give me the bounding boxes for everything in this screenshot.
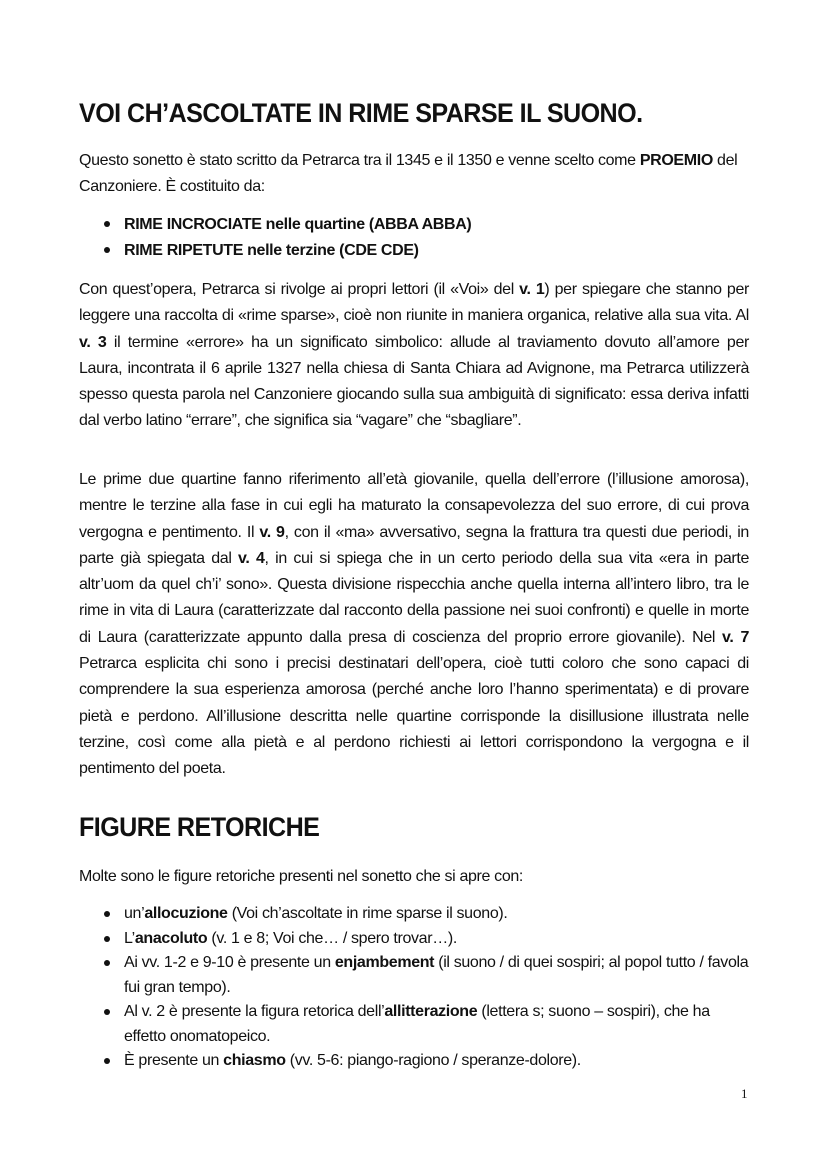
verse-ref: v. 1 xyxy=(519,281,545,298)
bullet-icon xyxy=(104,960,110,966)
text: il termine «errore» ha un significato simbolico: allude al traviamento dovuto all’amore per Laura, incontrata il 6 aprile 1327 nella chiesa di Santa Chiara ad Avignone, ma Petrarca utilizzerà spesso questa parola nel Canzoniere giocando sulla sua ambiguità di significato: essa deriva infatti dal verbo latino “errare”, che significa sia “vagare” che “sbagliare”. xyxy=(79,333,749,430)
proemio-bold: PROEMIO xyxy=(639,152,713,169)
text: un’ xyxy=(124,905,145,922)
bullet-icon xyxy=(104,1009,110,1015)
list-item-text: RIME INCROCIATE nelle quartine (ABBA ABBA) xyxy=(124,216,472,233)
page-number: 1 xyxy=(741,1086,748,1101)
figures-list xyxy=(79,902,749,1074)
list-item xyxy=(79,951,749,1000)
bullet-icon xyxy=(104,936,110,942)
list-item xyxy=(79,238,749,264)
text: Petrarca esplicita chi sono i precisi destinatari dell’opera, cioè tutti coloro che sono capaci di comprendere la sua esperienza amorosa (perché anche loro l’hanno sperimentata) e di provare pietà e perdono. All’illusione descritta nelle quartine corrisponde la disillusione illustrata nelle terzine, così come alla pietà e al perdono richiesti ai lettori corrispondono la vergogna e il pentimento del poeta. xyxy=(79,655,749,778)
bullet-icon xyxy=(104,911,110,917)
rhyme-scheme-list xyxy=(79,212,749,264)
intro-text-after: del Canzoniere. È costituito da: xyxy=(79,152,738,196)
intro-text: Questo sonetto è stato scritto da Petrarca tra il 1345 e il 1350 e venne scelto come xyxy=(79,152,640,169)
paragraph-2 xyxy=(79,467,749,783)
text: (vv. 5-6: piango-ragiono / speranze-dolore). xyxy=(285,1052,581,1069)
figure-term: allitterazione xyxy=(384,1003,478,1020)
figure-term: chiasmo xyxy=(223,1052,286,1069)
text: , in cui si spiega che in un certo periodo della sua vita «era in parte altr’uom da quel ch’i’ sono». Questa divisione rispecchia anche quella interna all’intero libro, tra le rime in vita di Laura (caratterizzate dal racconto della passione nei suoi confronti) e quelle in morte di Laura (caratterizzate appunto dalla presa di coscienza del proprio errore giovanile). Nel xyxy=(79,549,749,646)
text: L’ xyxy=(124,929,135,947)
verse-ref: v. 4 xyxy=(238,549,265,567)
list-item xyxy=(79,212,749,238)
section-intro: Molte sono le figure retoriche presenti nel sonetto che si apre con: xyxy=(79,868,524,885)
bullet-icon xyxy=(104,247,110,253)
verse-ref: v. 7 xyxy=(722,628,749,646)
text: (il suono / di quei sospiri; al popol tutto / favola fui gran tempo). xyxy=(124,954,749,996)
text: È presente un xyxy=(124,1052,224,1069)
verse-ref: v. 3 xyxy=(79,333,107,351)
text: Le prime due quartine fanno riferimento all’età giovanile, quella dell’errore (l’illusione amorosa), mentre le terzine alla fase in cui egli ha maturato la consapevolezza del suo errore, di cui prova vergogna e pentimento. Il xyxy=(79,471,749,541)
figure-term: anacoluto xyxy=(134,929,208,947)
text: ) per spiegare che stanno per leggere una raccolta di «rime sparse», cioè non riunite in maniera organica, relative alla sua vita. Al xyxy=(79,281,749,325)
verse-ref: v. 9 xyxy=(259,523,285,541)
paragraph-1 xyxy=(79,277,749,435)
figure-term: enjambement xyxy=(334,954,435,971)
list-item-text: RIME RIPETUTE nelle terzine (CDE CDE) xyxy=(124,242,419,259)
list-item xyxy=(79,1000,749,1049)
text: (lettera s; suono – sospiri), che ha effetto onomatopeico. xyxy=(124,1003,710,1045)
list-item xyxy=(79,1049,749,1074)
text: Ai vv. 1-2 e 9-10 è presente un xyxy=(124,954,335,971)
document-title: VOI CH’ASCOLTATE IN RIME SPARSE IL SUONO. xyxy=(79,98,643,128)
text: (Voi ch’ascoltate in rime sparse il suono). xyxy=(227,905,508,922)
list-item xyxy=(79,902,749,927)
figure-term: allocuzione xyxy=(144,905,228,922)
text: , con il «ma» avversativo, segna la frattura tra questi due periodi, in parte già spiegata dal xyxy=(79,523,749,567)
text: (v. 1 e 8; Voi che… / spero trovar…). xyxy=(207,929,457,947)
bullet-icon xyxy=(104,1058,110,1064)
text: Con quest’opera, Petrarca si rivolge ai propri lettori (il «Voi» del xyxy=(79,281,520,298)
section-heading: FIGURE RETORICHE xyxy=(79,812,320,842)
bullet-icon xyxy=(104,221,110,227)
text: Al v. 2 è presente la figura retorica dell’ xyxy=(124,1003,385,1020)
intro-paragraph xyxy=(79,148,749,201)
list-item xyxy=(79,927,749,952)
